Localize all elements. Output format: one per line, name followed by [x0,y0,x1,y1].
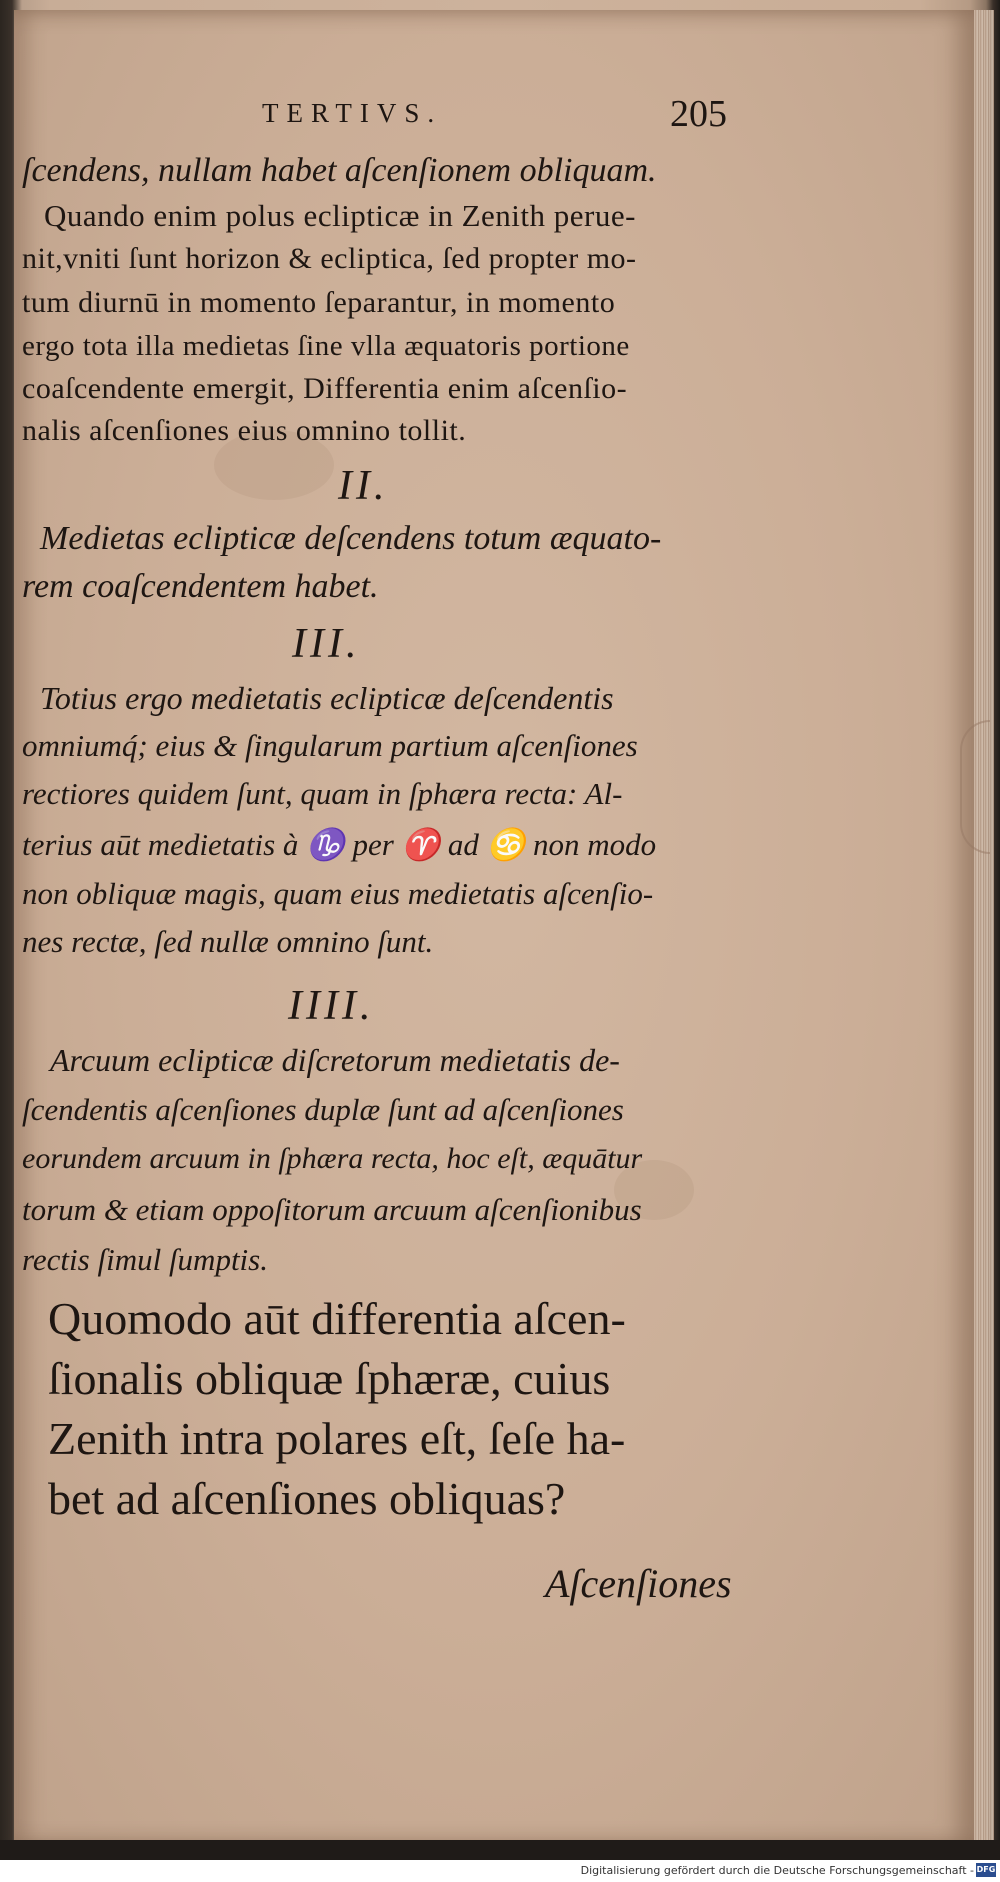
text-line: Arcuum eclipticæ diſcretorum medietatis de- [50,1042,620,1078]
text-line: nalis aſcenſiones eius omnino tollit. [22,414,467,447]
text-line: Quando enim polus eclipticæ in Zenith perue- [44,198,636,233]
text-line: Totius ergo medietatis eclipticæ deſcendentis [40,680,614,716]
text-line: eorundem arcuum in ſphæra recta, hoc eſt, æquātur [22,1142,643,1175]
section-numeral-4: IIII. [288,983,375,1029]
text-line: ergo tota illa medietas ſine vlla æquatoris portione [22,330,630,362]
text-line: omniumq́; eius & ſingularum partium aſcenſiones [22,728,638,763]
text-line: tum diurnū in momento ſeparantur, in momento [22,286,616,319]
text-line: ſcendens, nullam habet aſcenſionem obliquam. [22,152,657,189]
text-line: terius aūt medietatis à ♑ per ♈ ad ♋ non modo [22,827,657,862]
section-numeral-2: II. [338,463,389,509]
page-tab-mark [960,720,990,854]
question-line: Quomodo aūt differentia aſcen- [48,1293,626,1344]
dfg-logo-icon: DFG [976,1863,996,1877]
scan-bottom-band [0,1840,1000,1860]
text-line: rem coaſcendentem habet. [22,568,379,605]
text-line: ſcendentis aſcenſiones duplæ ſunt ad aſcenſiones [22,1092,624,1127]
question-line: Zenith intra polares eſt, ſeſe ha- [48,1413,626,1464]
question-line: bet ad aſcenſiones obliquas? [48,1473,566,1524]
text-line: non obliquæ magis, quam eius medietatis aſcenſio- [22,876,654,911]
catchword: Aſcenſiones [545,1561,732,1606]
footer-credit: Digitalisierung gefördert durch die Deutsche Forschungsgemeinschaft - [580,1864,974,1877]
text-line: Medietas eclipticæ deſcendens totum æquato- [40,520,662,557]
page-number: 205 [670,93,727,135]
section-numeral-3: III. [292,621,361,667]
text-line: nes rectæ, ſed nullæ omnino ſunt. [22,924,434,959]
text-line: rectis ſimul ſumptis. [22,1242,268,1277]
question-line: ſionalis obliquæ ſphæræ, cuius [48,1353,611,1404]
text-line: rectiores quidem ſunt, quam in ſphæra recta: Al- [22,776,623,811]
text-line: torum & etiam oppoſitorum arcuum aſcenſionibus [22,1192,642,1227]
text-line: coaſcendente emergit, Differentia enim aſcenſio- [22,372,628,405]
text-line: nit,vniti ſunt horizon & ecliptica, ſed propter mo- [22,242,637,275]
running-title: TERTIVS. [262,98,443,128]
page-edges [974,10,994,1850]
